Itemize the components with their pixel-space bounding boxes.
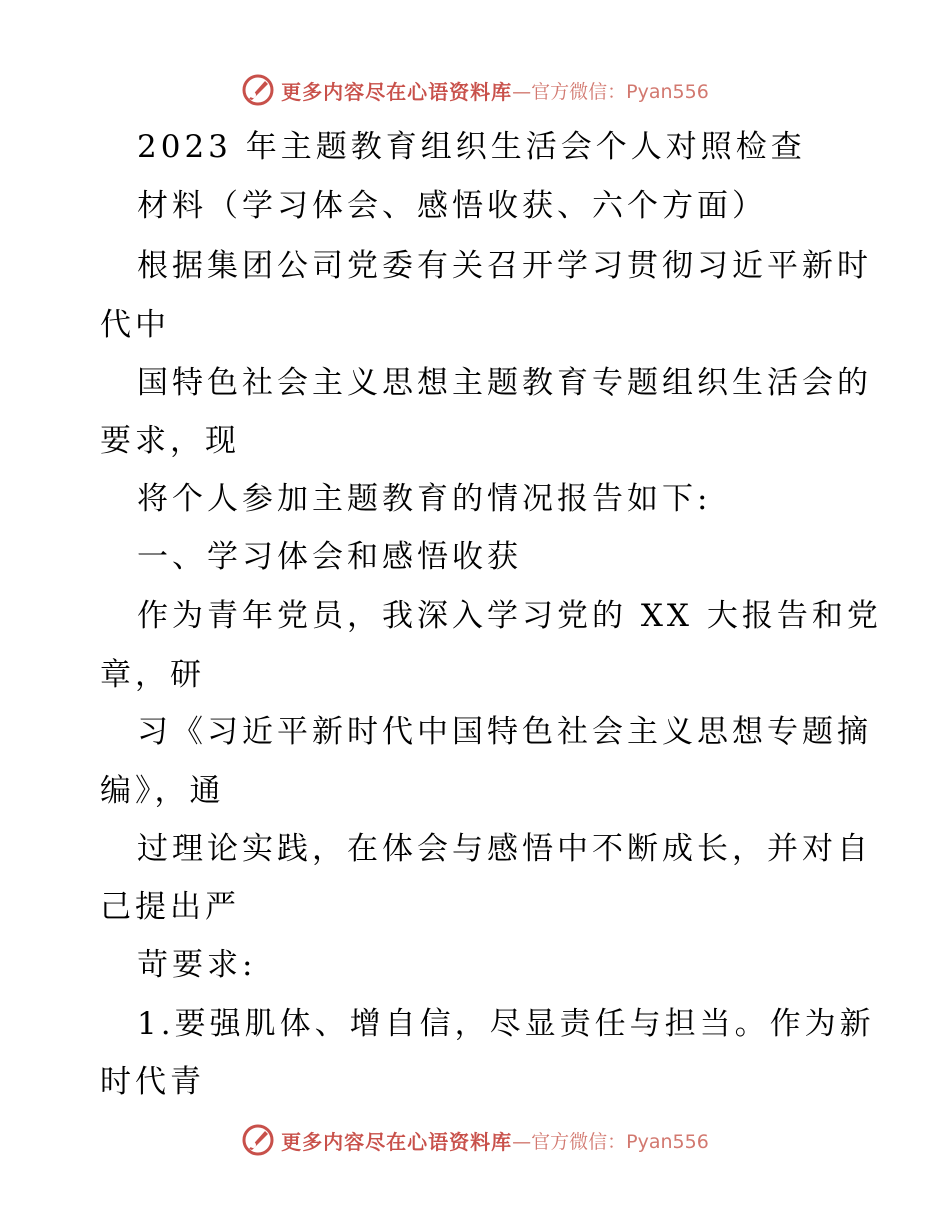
watermark-contact-text: —官方微信：Pyan556 [512, 80, 709, 103]
paragraph-line: 国特色社会主义思想主题教育专题组织生活会的 [137, 365, 872, 401]
watermark-contact-text: —官方微信：Pyan556 [512, 1130, 709, 1153]
paragraph-line: 代中 [100, 307, 170, 343]
quill-logo-icon [241, 1123, 275, 1157]
paragraph-line: 章，研 [100, 657, 205, 693]
paragraph-line: 将个人参加主题教育的情况报告如下: [137, 481, 712, 517]
header-watermark [0, 70, 950, 110]
document-subtitle: 材料（学习体会、感悟收获、六个方面） [137, 188, 767, 224]
watermark-main-text: 更多内容尽在心语资料库 [281, 1129, 513, 1154]
paragraph-line: 苛要求: [137, 947, 257, 983]
paragraph-line: 习《习近平新时代中国特色社会主义思想专题摘 [137, 714, 872, 750]
footer-watermark [0, 1120, 950, 1160]
paragraph-line: 时代青 [100, 1064, 205, 1100]
paragraph-line: 要求，现 [100, 423, 240, 459]
quill-logo-icon [241, 73, 275, 107]
paragraph-line: 1.要强肌体、增自信，尽显责任与担当。作为新 [137, 1006, 875, 1042]
paragraph-line: 根据集团公司党委有关召开学习贯彻习近平新时 [137, 248, 872, 284]
document-title: 2023 年主题教育组织生活会个人对照检查 [137, 129, 806, 165]
paragraph-line: 己提出严 [100, 889, 240, 925]
watermark-main-text: 更多内容尽在心语资料库 [281, 79, 513, 104]
paragraph-line: 编》，通 [100, 773, 225, 809]
paragraph-line: 作为青年党员，我深入学习党的 XX 大报告和党 [137, 598, 882, 634]
paragraph-line: 过理论实践，在体会与感悟中不断成长，并对自 [137, 831, 872, 867]
section-heading: 一、学习体会和感悟收获 [137, 539, 522, 575]
